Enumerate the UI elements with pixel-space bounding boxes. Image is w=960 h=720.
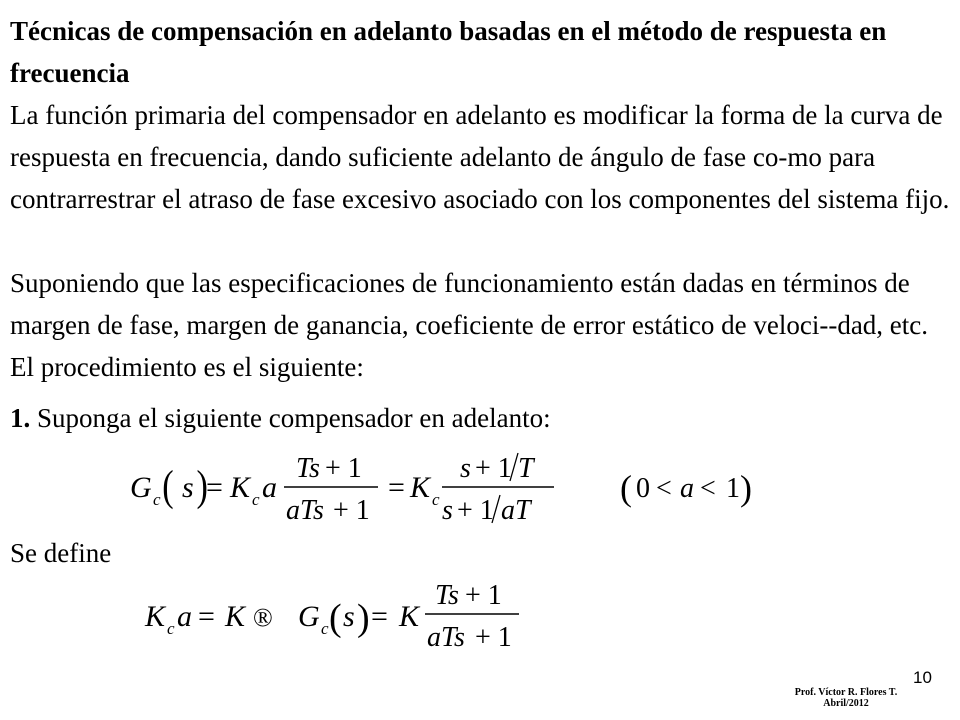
author-name: Prof. Víctor R. Flores T. [794, 687, 898, 698]
svg-text:): ) [357, 597, 370, 639]
svg-text:a: a [680, 473, 694, 504]
equation-lead-compensator [120, 445, 780, 527]
step-1 [10, 397, 551, 439]
svg-text:+ 1: + 1 [475, 622, 512, 652]
svg-text:s: s [442, 495, 453, 526]
svg-text:(: ( [329, 597, 342, 639]
paragraph-specifications: Suponiendo que las especificaciones de funcionamiento están dadas en términos de margen de fase, margen de ganancia, coeficiente de error estático de veloci--dad, etc. El procedimiento es el siguiente: [10, 268, 929, 382]
svg-text:®: ® [253, 603, 273, 632]
svg-text:a: a [177, 600, 192, 633]
slide-title: Técnicas de compensación en adelanto basadas en el método de respuesta en frecuencia [10, 16, 887, 88]
svg-text:0: 0 [636, 473, 650, 504]
svg-text:G: G [130, 471, 152, 504]
author-credit [746, 687, 946, 709]
svg-text:<: < [656, 473, 672, 504]
svg-text:T: T [518, 453, 534, 484]
svg-text:c: c [321, 619, 329, 638]
svg-text:K: K [225, 600, 246, 633]
svg-text:=: = [388, 471, 405, 504]
svg-text:a: a [262, 471, 277, 504]
svg-text:s: s [460, 453, 471, 484]
svg-text:c: c [252, 490, 260, 509]
svg-text:aT: aT [501, 495, 531, 526]
svg-text:+ 1: + 1 [465, 580, 502, 611]
svg-text:+ 1: + 1 [457, 495, 494, 526]
step-number: 1. [10, 403, 31, 433]
svg-text:=: = [198, 600, 215, 633]
svg-text:+ 1: + 1 [333, 495, 370, 526]
svg-text:s: s [182, 471, 194, 504]
se-define-label: Se define [10, 538, 112, 568]
svg-text:Ts: Ts [435, 580, 459, 611]
svg-text:c: c [153, 490, 161, 509]
step-text: Suponga el siguiente compensador en adelanto: [37, 403, 551, 433]
svg-text:): ) [196, 462, 208, 511]
svg-text:(: ( [620, 468, 632, 508]
svg-text:+ 1: + 1 [475, 453, 512, 484]
svg-text:(: ( [162, 462, 174, 511]
svg-text:+ 1: + 1 [325, 453, 362, 484]
author-date: Abril/2012 [823, 698, 869, 709]
svg-text:aTs: aTs [427, 622, 465, 652]
svg-text:K: K [145, 600, 166, 633]
svg-text:K: K [410, 471, 431, 504]
svg-text:aTs: aTs [286, 495, 324, 526]
svg-text:K: K [230, 471, 251, 504]
svg-text:G: G [298, 600, 320, 633]
svg-text:K: K [399, 600, 420, 633]
equation-definition [135, 580, 535, 652]
paragraph-lead-function: La función primaria del compensador en adelanto es modificar la forma de la curva de respuesta en frecuencia, dando suficiente adelanto de ángulo de fase co-mo para contrarrestrar el atraso de fase excesivo asociado con los componentes del sistema fijo. [10, 100, 950, 214]
svg-text:): ) [740, 468, 752, 508]
svg-text:c: c [167, 619, 175, 638]
svg-text:s: s [343, 600, 355, 633]
svg-text:<: < [700, 473, 716, 504]
svg-text:=: = [206, 471, 223, 504]
svg-text:=: = [371, 600, 388, 633]
svg-text:1: 1 [726, 473, 740, 504]
page-number: 10 [913, 668, 932, 687]
svg-text:Ts: Ts [296, 453, 320, 484]
svg-text:c: c [432, 490, 440, 509]
